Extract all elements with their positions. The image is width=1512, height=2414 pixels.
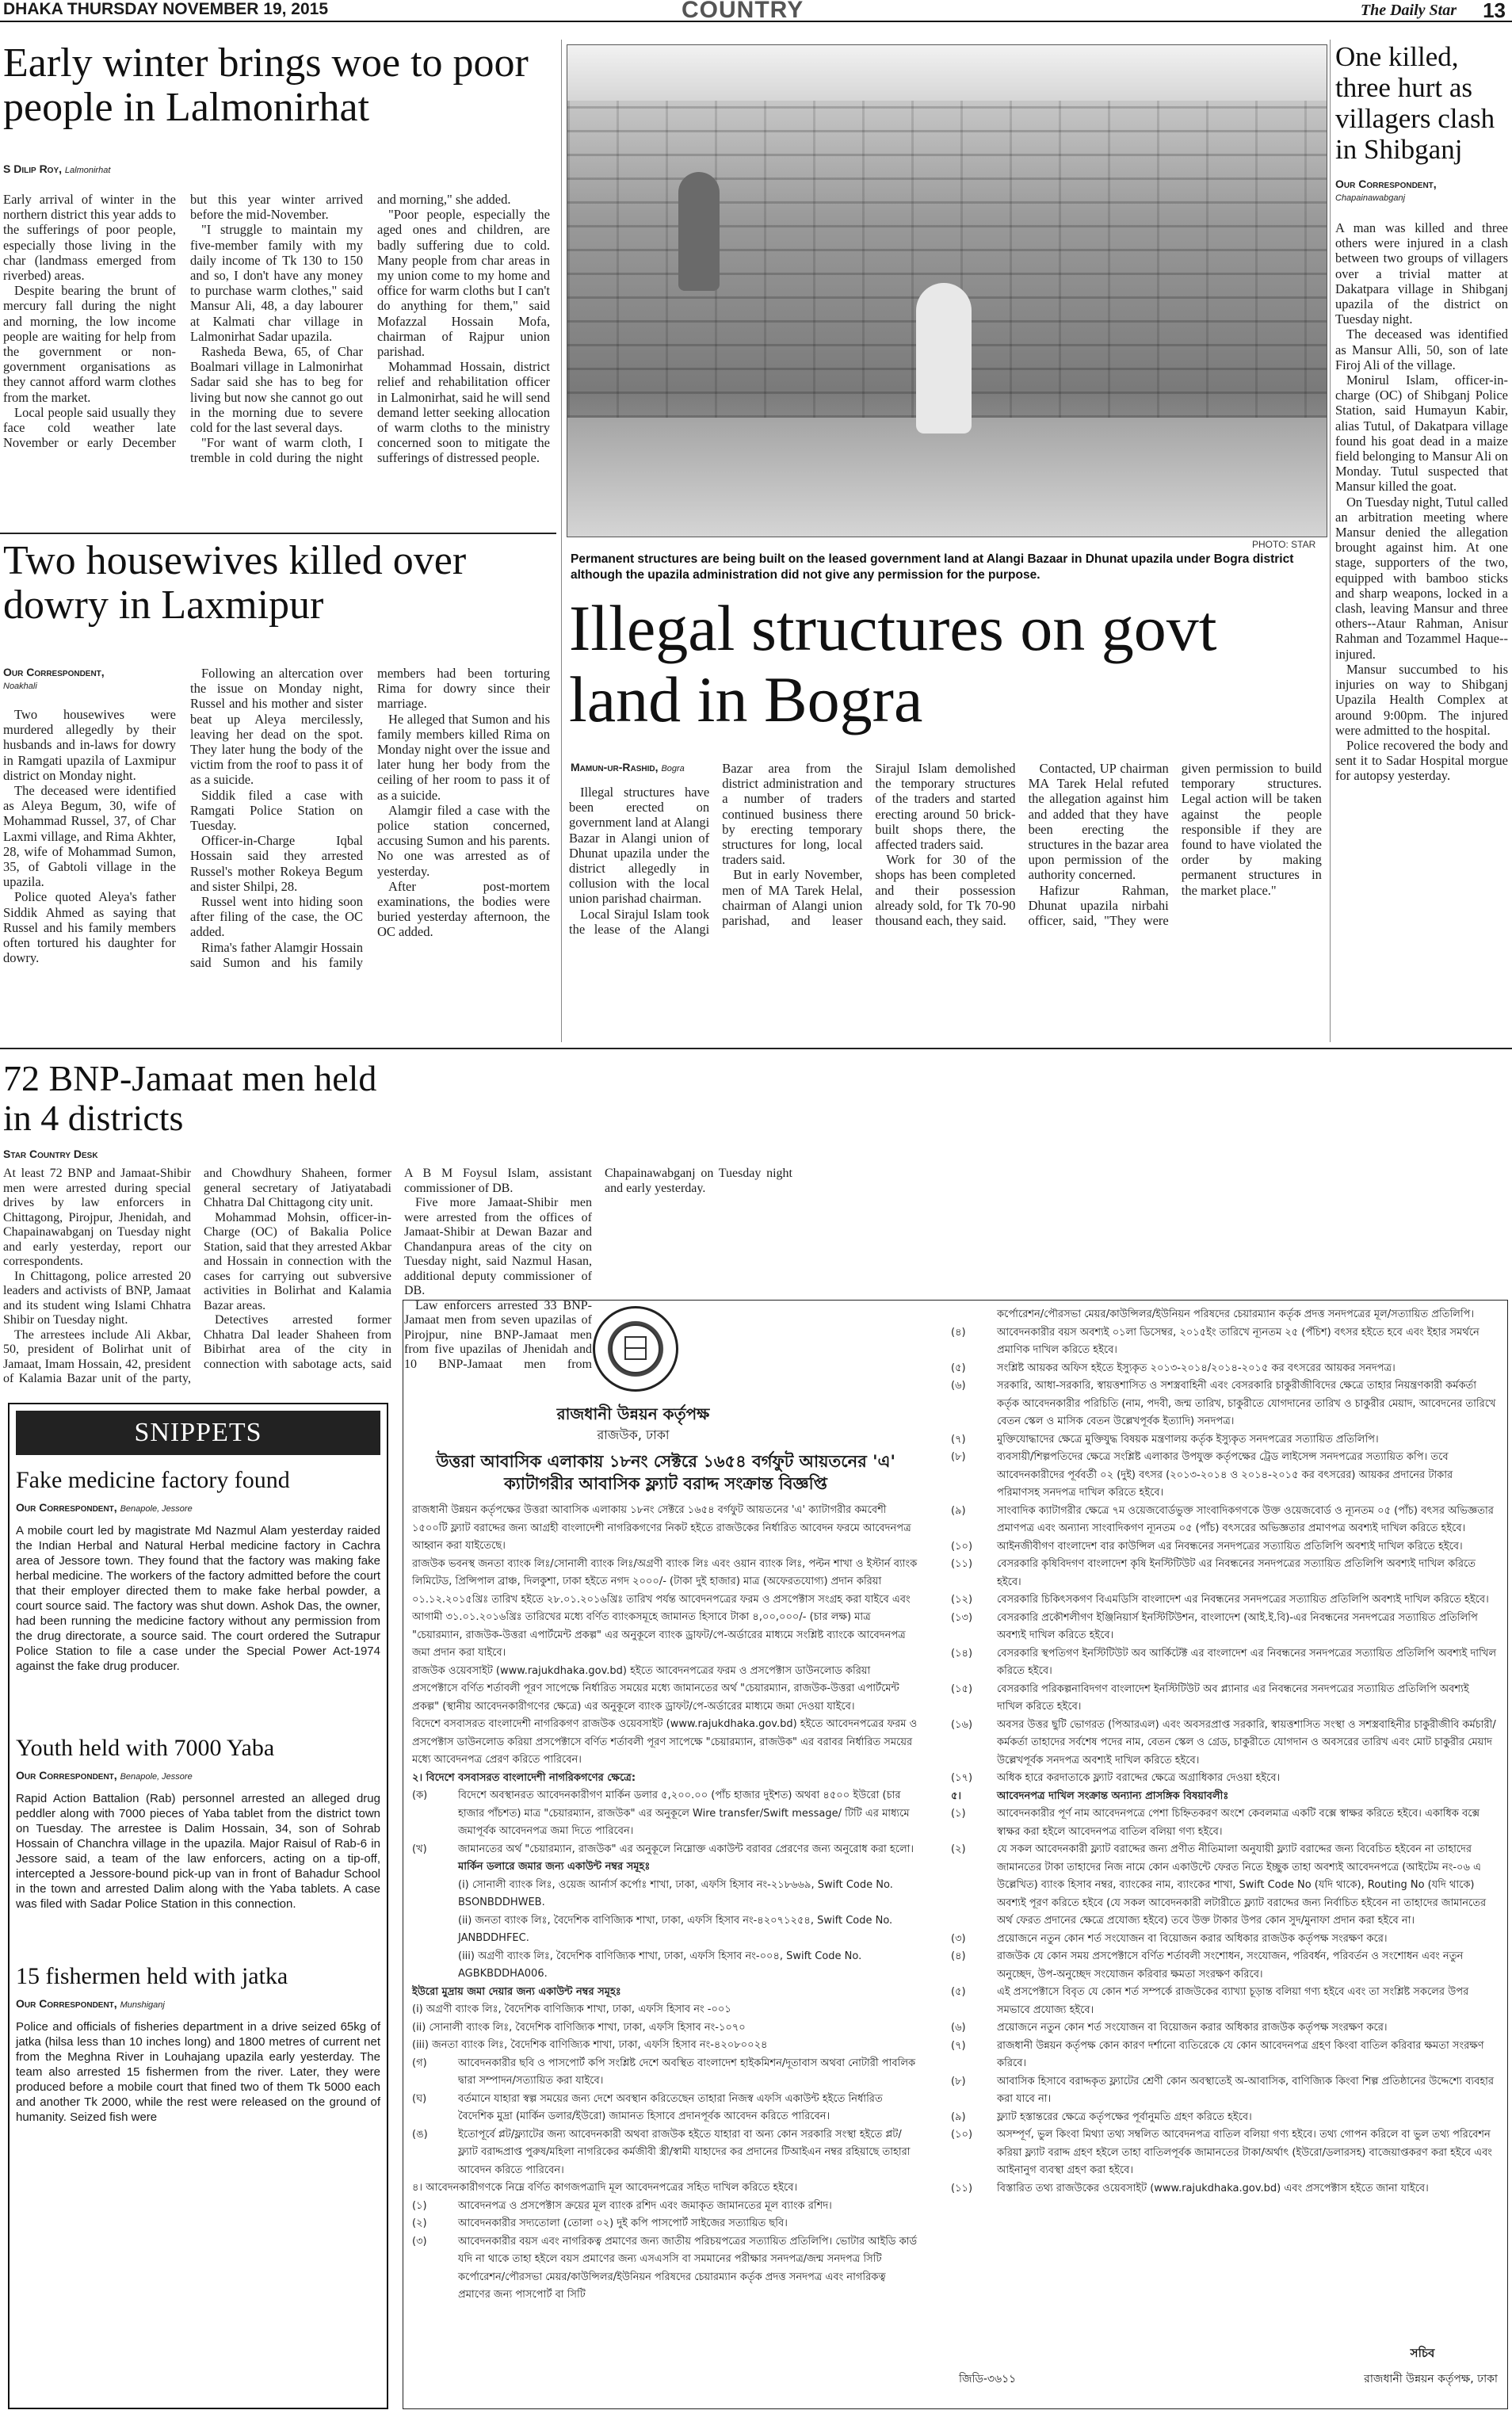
advert-item: (১১) বিস্তারিত তথ্য রাজউকের ওয়েবসাইট (www.rajukdhaka.gov.bd) এবং প্রসপেক্টাস হইতে জানা যাইবে। [951,2182,1429,2194]
snippet-byline: Our Correspondent, Munshiganj [16,1997,165,2010]
bogra-byline: Mamun-ur-Rashid, Bogra [571,761,685,773]
divider [0,1048,1512,1049]
advert-subtitle: ইউরো মুদ্রায় জমা দেয়ার জন্য একাউন্ট নম্বর সমূহঃ [412,1985,621,1998]
advert-signature-title: সচিব [1410,2346,1435,2360]
advert-account: (i) সোনালী ব্যাংক লিঃ, ওয়েজ আর্নার্স কর্পোঃ শাখা, ঢাকা, এফসি হিসাব নং-২১৮৬৬৯, Swift Code No. BSONBDDHWEB. [458,1878,893,1908]
advert-item: (৩) প্রয়োজনে নতুন কোন শর্ত সংযোজন বা বিয়োজন করার অধিকার রাজউক কর্তৃপক্ষ সংরক্ষণ করে। [951,1932,1388,1945]
bnp-byline: Star Country Desk [3,1148,98,1160]
advert-org: রাজধানী উন্নয়ন কর্তৃপক্ষ [556,1404,710,1423]
advert-item: (৪) আবেদনকারীর বয়স অবশ্যই ০১লা ডিসেম্বর, ২০১৫ইং তারিখে ন্যূনতম ২৫ (পঁচিশ) বৎসর হইতে হবে এবং ইহার সমর্থনে প্রমাণিক দাখিল করিতে হইবে। [951,1326,1480,1356]
bogra-headline: Illegal structures on govt land in Bogra [569,592,1217,735]
snippets-banner: SNIPPETS [16,1411,380,1455]
advert-intro: রাজধানী উন্নয়ন কর্তৃপক্ষের উত্তরা আবাসিক এলাকায় ১৮নং সেক্টরে ১৬৫৪ বর্গফুট আয়তনের 'এ' ক্যাটাগরীর কমবেশী ১৫০০টি ফ্ল্যাট বরাদ্দের জন্য আগ্রহী বাংলাদেশী নাগরিকগণের নিকট হইতে রাজউকের নির্ধারিত আবেদন ফরমে আবেদনপত্র আহ্বান করা যাইতেছে। [412,1504,911,1552]
photo-caption: Permanent structures are being built on the leased government land at Alangi Bazaar in Dhunat upazila under Bogra district although the upazila administration did not give any permission for the purpose. [571,552,1294,582]
advert-item: (৭) রাজধানী উন্নয়ন কর্তৃপক্ষ কোন কারণ দর্শানো ব্যতিরেকে যে কোন আবেদনপত্র গ্রহণ কিংবা বাতিল করিবার ক্ষমতা সংরক্ষণ করিবে। [951,2039,1484,2069]
winter-byline: S Dilip Roy, Lalmonirhat [3,162,111,175]
masthead-paper-name: The Daily Star [1360,2,1457,19]
advert-account: (ii) জনতা ব্যাংক লিঃ, বৈদেশিক বাণিজ্যিক শাখা, ঢাকা, এফসি হিসাব নং-৪২০৭১২৫৪, Swift Code No. JANBDDHFEC. [458,1914,893,1944]
photo-credit: PHOTO: STAR [1252,539,1316,550]
rajuk-seal-logo [593,1306,678,1392]
advert-item: (৫) এই প্রসপেক্টাসে বিবৃত যে কোন শর্ত সম্পর্কে রাজউকের ব্যাখ্যা চূড়ান্ত বলিয়া গণ্য হইবে এবং তা সংশ্লিষ্ট সকলের উপর সমভাবে প্রযোজ্য হইবে। [951,1986,1469,2016]
snippet-body: A mobile court led by magistrate Md Nazmul Alam yesterday raided the Indian Herbal and Natural Herbal medicine factory in Cachra area of Jessore town. They found that the factory was making fake herbal medicine. The workers of the factory admitted before the court that their employer directed them to make fake herbal powder, a court source said. The factory was shut down. Ashok Das, the owner, had been running the medicine factory without any permission from the drug directorate, a source said. The court ordered the Sutrapur Police Station to file a case under the Special Power Act-1974 against the fake drug producer. [16,1524,380,1673]
advert-item: (১৩) বেসরকারি প্রকৌশলীগণ ইঞ্জিনিয়ার্স ইনস্টিটিউশন, বাংলাদেশ (আই.ই.বি)-এর নিবন্ধনের সনদপত্রের সত্যায়িত প্রতিলিপি অবশ্যই দাখিল করিতে হইবে। [951,1611,1478,1641]
advert-item: (১৪) বেসরকারি স্থপতিগণ ইনস্টিটিউট অব আর্কিটেক্ট এর বাংলাদেশ এর নিবন্ধনের সনদপত্রের সত্যায়িত প্রতিলিপি অবশ্যই দাখিল করিতে হইবে। [951,1647,1497,1677]
dowry-byline: Our Correspondent, Noakhali [3,666,105,691]
advert-item: (গ) আবেদনকারীর ছবি ও পাসপোর্ট কপি সংশ্লিষ্ট দেশে অবস্থিত বাংলাদেশ হাইকমিশন/দূতাবাস অথবা নোটারী পাবলিক দ্বারা সম্পাদন/সত্যায়িত করা যাইবে। [412,2057,916,2087]
bnp-body: At least 72 BNP and Jamaat-Shibir men were arrested during special drives by law enforcers in Chittagong, Pirojpur, Jhenidah, and Chapainawabganj on Tuesday night and early yesterday, report our correspondents. In Chittagong, police arrested 20 leaders and activists of BNP, Jamaat and its student wing Islami Chhatra Shibir on Tuesday night. The arrestees include Ali Akbar, 50, president of Bolirhat unit of Jamaat, Imam Hossain, 42, president of Kalamia Bazar unit of the party, and Chowdhury Shaheen, former general secretary of Jatiyatabadi Chhatra Dal Chittagong city unit. Mohammad Mohsin, officer-in-Charge (OC) of Bakalia Police Station, said that they arrested Akbar and Hossain in connection with the cases for carrying out subversive activities in Bolirhat and Kalamia Bazar areas. Detectives arrested former Chhatra Dal leader Shaheen from Bibirhat area of the city in connection with sabotage acts, said A B M Foysul Islam, assistant commissioner of DB. Five more Jamaat-Shibir men were arrested from the offices of Jamaat-Shibir at Dewan Bazar and Chandanpura areas of the city on Tuesday night, said Nazmul Hasan, additional deputy commissioner of DB. Law enforcers arrested 33 BNP-Jamaat men from seven upazilas of Pirojpur, nine BNP-Jamaat men from five upazilas of Jhenidah and 10 BNP-Jamaat men from Chapainawabganj on Tuesday night and early yesterday. [3,1167,792,1385]
advert-item: (১) আবেদনপত্র ও প্রসপেক্টাস ক্রয়ের মূল ব্যাংক রশিদ এবং জমাকৃত জামানতের মূল ব্যাংক রশিদ। [412,2199,832,2212]
advert-intro: রাজউক ওয়েবসাইট (www.rajukdhaka.gov.bd) হইতে আবেদনপত্রের ফরম ও প্রসপেক্টাস ডাউনলোড করিয়া প্রসপেক্টাসে বর্ণিত শর্তাবলী পূরণ সাপেক্ষে নির্ধারিত সময়ের মধ্যে জামানতের অর্থ "চেয়ারম্যান, রাজউক-উত্তরা এপার্টমেন্ট প্রকল্প" (স্থানীয় আবেদনকারীগণের ক্ষেত্রে) এর অনুকূলে ব্যাংক ড্রাফট/পে-অর্ডারের মাধ্যমে জমা দেওয়া যাইবে। [412,1664,899,1713]
advert-item: (১২) বেসরকারি চিকিৎসকগণ বিএমডিসি বাংলাদেশ এর নিবন্ধনের সনদপত্রের সত্যায়িত প্রতিলিপি অবশ্যই দাখিল করিতে হইবে। [951,1594,1489,1606]
photo-person [916,283,972,434]
advert-item: (১১) বেসরকারি কৃষিবিদগণ বাংলাদেশ কৃষি ইনস্টিটিউট এর নিবন্ধনের সনদপত্রের সত্যায়িত প্রতিলিপি অবশ্যই দাখিল করিতে হইবে। [951,1558,1476,1588]
photo-sky [567,45,1327,101]
shibganj-byline: Our Correspondent, Chapainawabganj [1335,178,1437,203]
advert-item: (১৬) অবসর উত্তর ছুটি ভোগরত (পিআরএল) এবং অবসরপ্রাপ্ত সরকারি, স্বায়ত্তশাসিত সংস্থা ও সশস্ত্রবাহিনীর চাকুরীজীবি কর্মচারী/কর্মকর্তা তাহাদের সর্বশেষ পদের নাম, বেতন স্কেল ও গ্রেড, চাকুরীতে যোগদান ও অবসরের তারিখ এবং মোট চাকুরীর মেয়াদ উল্লেখপূর্বক সনদপত্র অবশ্যই দাখিল করিতে হইবে। [951,1718,1496,1767]
advert-intro: রাজউক ভবনস্থ জনতা ব্যাংক লিঃ/সোনালী ব্যাংক লিঃ/অগ্রণী ব্যাংক লিঃ এবং ওয়ান ব্যাংক লিঃ, পল্টন শাখা ও ইস্টার্ন ব্যাংক লিমিটেড, প্রিন্সিপাল ব্রাঞ্চ, দিলকুশা, ঢাকা হইতে নগদ ২০০০/- (টাকা দুই হাজার) মাত্র (অফেরতযোগ্য) প্রদান করিয়া ০১.১২.২০১৫খ্রিঃ তারিখ হইতে ২৮.০১.২০১৬খ্রিঃ তারিখ পর্যন্ত আবেদনপত্রের ফরম ও প্রসপেক্টাস সংগ্রহ করা যাইবে এবং আগামী ৩১.০১.২০১৬খ্রিঃ তারিখের মধ্যে বর্ণিত ব্যাংকসমূহে জামানত হিসাবে টাকা ৪,০০,০০০/- (চার লক্ষ) মাত্র "চেয়ারম্যান, রাজউক-উত্তরা এপার্টমেন্ট প্রকল্প" এর অনুকূলে ব্যাংক ড্রাফট/পে-অর্ডারের মাধ্যমে সংশ্লিষ্ট ব্যাংকে আবেদনপত্র জমা প্রদান করা যাইবে। [412,1557,918,1659]
advert-item: (৭) মুক্তিযোদ্ধাদের ক্ষেত্রে মুক্তিযুদ্ধ বিষয়ক মন্ত্রণালয় কর্তৃক ইস্যুকৃত সনদপত্রের সত্যায়িত প্রতিলিপি। [951,1433,1379,1446]
winter-body: Early arrival of winter in the northern district this year adds to the sufferings of poor people, especially those living in the char (landmass emerged from riverbed) areas. Despite bearing the brunt of mercury fall during the night and morning, the low income people are waiting for help from the government or non-government organisations as they cannot afford warm clothes from the market. Local people said usually they face cold weather late November or early December but this year winter arrived before the mid-November. "I struggle to maintain my five-member family with my daily income of Tk 130 to 150 and so, I don't have any money to purchase warm clothes," said Mansur Ali, 48, a day labourer at Kalmati char village in Lalmonirhat Sadar upazila. Rasheda Bewa, 65, of Char Boalmari village in Lalmonirhat Sadar said she has to beg for living but now she cannot go out in the morning due to severe cold for the last several days. "For want of warm cloth, I tremble in cold during the night and morning," she added. "Poor people, especially the aged ones and children, are badly suffering due to cold. Many people from char areas in my union come to my home and office for warm cloths but I can't do anything for them," said Mofazzal Hossain Mofa, chairman of Rajpur union parishad. Mohammad Hossain, district relief and rehabilitation officer in Lalmonirhat, said he will send demand letter seeking allocation of warm cloths to the ministry concerned soon to mitigate the sufferings of distressed people. [3,192,550,466]
snippet-byline: Our Correspondent, Benapole, Jessore [16,1769,193,1782]
advert-account: (ii) সোনালী ব্যাংক লিঃ, বৈদেশিক বাণিজ্যিক শাখা, ঢাকা, এফসি হিসাব নং-১০৭০ [412,2021,746,2034]
advert-item: (৩) আবেদনকারীর বয়স এবং নাগরিকত্ব প্রমাণের জন্য জাতীয় পরিচয়পত্রের সত্যায়িত প্রতিলিপি। ভোটার আইডি কার্ড যদি না থাকে তাহা হইলে বয়স প্রমাণের জন্য এসএসসি বা সমমানের পরীক্ষার সনদপত্র/জন্ম সনদপত্র সিটি কর্পোরেশন/পৌরসভা মেয়র/কাউন্সিলর/ইউনিয়ন পরিষদের চেয়ারম্যান কর্তৃক প্রদত্ত সনদপত্র এবং নাগরিকত্ব প্রমাণের জন্য পাসপোর্ট বা সিটি [412,2235,918,2301]
advert-item: (ক) বিদেশে অবস্থানরত আবেদনকারীগণ মার্কিন ডলার ৫,২০০.০০ (পাঁচ হাজার দুইশত) অথবা ৪৫০০ ইউরো (চার হাজার পাঁচশত) মাত্র "চেয়ারম্যান, রাজউক" এর অনুকূলে Wire transfer/Swift message/ টিটি এর মাধ্যমে জমাপূর্বক আবেদনপত্র জমা দিতে পারিবেন। [412,1789,910,1837]
advert-item: (ঘ) বর্তমানে যাহারা স্বল্প সময়ের জন্য দেশে অবস্থান করিতেছেন তাহারা নিজস্ব এফসি একাউন্ট হইতে নির্ধারিত বৈদেশিক মুদ্রা (মার্কিন ডলার/ইউরো) জামানত হিসাবে প্রদানপূর্বক আবেদন করিতে পারিবেন। [412,2092,883,2122]
advert-item: (খ) জামানতের অর্থ "চেয়ারম্যান, রাজউক" এর অনুকূলে নিম্নোক্ত একাউন্ট বরাবর প্রেরণের জন্য অনুরোধ করা হলো। [412,1843,914,1855]
photo-person [678,172,720,291]
advert-left-column [412,1502,919,2397]
advert-item: (৮) ব্যবসায়ী/শিল্পপতিদের ক্ষেত্রে সংশ্লিষ্ট এলাকার উপযুক্ত কর্তৃপক্ষের ট্রেড লাইসেন্স সনদপত্রের সত্যায়িত কপি। তবে আবেদনকারীদের পূর্ববর্তী ০২ (দুই) বৎসর (২০১৩-২০১৪ ও ২০১৪-২০১৫ কর বৎসরের) আয়কর প্রদানের টাকার পরিমাণসহ সনদপত্র দাখিল করিতে হইবে। [951,1451,1453,1499]
advert-item: (৬) প্রয়োজনে নতুন কোন শর্ত সংযোজন বা বিয়োজন করার অধিকার রাজউক কর্তৃপক্ষ সংরক্ষণ করে। [951,2022,1388,2034]
news-photo [567,44,1327,537]
advert-org-sub: রাজউক, ঢাকা [597,1427,670,1442]
column-divider [1330,40,1331,1042]
advert-item: (৪) রাজউক যে কোন সময় প্রসপেক্টাসে বর্ণিত শর্তাবলী সংশোধন, সংযোজন, পরিবর্ধন, পরিবর্তন ও সংশোধন এবং নতুন অনুচ্ছেদ, উপ-অনুচ্ছেদ সংযোজন করিবার ক্ষমতা সংরক্ষণ করিবে। [951,1950,1464,1980]
divider [0,533,556,534]
snippet-headline: 15 fishermen held with jatka [16,1963,288,1989]
advert-section-title: ২। বিদেশে বসবাসরত বাংলাদেশী নাগরিকগণের ক্ষেত্রে: [412,1771,636,1784]
advert-account: (iii) অগ্রণী ব্যাংক লিঃ, বৈদেশিক বাণিজ্যিক শাখা, ঢাকা, এফসি হিসাব নং-০০৪, Swift Code No. AGBKBDDHA006. [458,1950,862,1980]
advert-item: (১০) আইনজীবীগণ বাংলাদেশ বার কাউন্সিল এর নিবন্ধনের সনদপত্রের সত্যায়িত প্রতিলিপি অবশ্যই দাখিল করিতে হইবে। [951,1540,1463,1553]
masthead-date: DHAKA THURSDAY NOVEMBER 19, 2015 [3,0,329,18]
snippet-body: Rapid Action Battalion (Rab) personnel arrested an alleged drug peddler along with 7000 pieces of Yaba tablet from the district town on Tuesday. The arrestee is Dalim Hossain, 34, son of Sohrab Hossain of Chanchra village in the upazila. Major Raisul of Rab-6 in Jessore said, a team of the law enforcers, acting on a tip-off, intercepted a Jessore-bound pick-up van in front of Bahadur School in the town and arrested Dalim along with the Yaba tablets. A case was filed with Sadar Police Station in this connection. [16,1792,380,1911]
advert-code: জিডি-৩৬১১ [959,2373,1017,2385]
dowry-headline: Two housewives killed over dowry in Laxmipur [3,538,467,628]
advert-account: (iii) জনতা ব্যাংক লিঃ, বৈদেশিক বাণিজ্যিক শাখা, ঢাকা, এফসি হিসাব নং-৪২০৮০০২৪ [412,2039,768,2051]
bogra-body: Illegal structures have been erected on government land at Alangi Bazar in Alangi union of Dhunat upazila under the district allegedly in collusion with the local union parishad chairman. Local Sirajul Islam took the lease of the Alangi Bazar area from the district administration and a number of traders continued business there by erecting temporary structures for long, local traders said. But in early November, men of MA Tarek Helal, chairman of Alangi union parishad, and leaser Sirajul Islam demolished the temporary structures of the traders and started erecting around 50 brick-built shops there, the affected traders said. Work for 30 of the shops has been completed and their possession already sold, for Tk 70-90 thousand each, they said. Contacted, UP chairman MA Tarek Helal refuted the allegation against him and added that they have been erecting the structures in the bazar area upon permission of the authority concerned. Hafizur Rahman, Dhunat upazila nirbahi officer, said, "They were given permission to build temporary structures. Legal action will be taken against the people responsible if they are found to have violated the order by making permanent structures in the market place." [569,761,1322,937]
advert-intro: বিদেশে বসবাসরত বাংলাদেশী নাগরিকগণ রাজউক ওয়েবসাইট (www.rajukdhaka.gov.bd) হইতে আবেদনপত্রের ফরম ও প্রসপেক্টাস ডাউনলোড করিয়া প্রসপেক্টাসে বর্ণিত শর্তাবলী পূরণ সাপেক্ষে "চেয়ারম্যান, রাজউক" এর বরাবর নির্ধারিত সময়ের মধ্যে আবেদনপত্র প্রেরণ করিতে পারিবেন। [412,1718,918,1766]
advert-item: (২) যে সকল আবেদনকারী ফ্ল্যাট বরাদ্দের জন্য প্রণীত নীতিমালা অনুযায়ী ফ্ল্যাট বরাদ্দের জন্য বিবেচিত হইবেন না তাহাদের জামানতের টাকা তাহাদের নিজ নামে কোন একাউন্টে ফেরত নিতে ইচ্ছুক তাহা অবশ্যই আবেদনপত্রে (আইটেম নং-০৬ এ উল্লেখিত) ব্যাংক হিসাব নম্বর, ব্যাংকের নাম, ব্যাংকের শাখা, Swift Code No (যদি থাকে), Routing No (যদি থাকে) অবশ্যই পূরণ করিতে হইবে (যে সকল আবেদনকারী লটারীতে ফ্ল্যাট বরাদ্দের জন্য নির্বাচিত হইবেন না তাহাদের জামানতের অর্থ ফেরত প্রদানের ক্ষেত্রে প্রযোজ্য হইবে) তবে উক্ত টাকার উপর কোন সুদ/মুনাফা প্রদান করা হইবে না। [951,1843,1487,1927]
winter-headline: Early winter brings woe to poor people in Lalmonirhat [3,40,529,131]
advert-lead: কর্পোরেশন/পৌরসভা মেয়র/কাউন্সিলর/ইউনিয়ন পরিষদের চেয়ারম্যান কর্তৃক প্রদত্ত সনদপত্রের মূল/সত্যায়িত প্রতিলিপি। [997,1308,1475,1320]
advert-item: (১) আবেদনকারীর পূর্ণ নাম আবেদনপত্রে পেশা চিহ্নিতকরণ অংশে কেবলমাত্র একটি বক্সে স্বাক্ষর করিতে হইবে। একাধিক বক্সে স্বাক্ষর করা হইলে আবেদনপত্র বাতিল বলিয়া গণ্য হইবে। [951,1808,1480,1838]
advert-item: (৮) আবাসিক হিসাবে বরাদ্দকৃত ফ্ল্যাটের শ্রেণী কোন অবস্থাতেই অ-আবাসিক, বাণিজ্যিক কিংবা শিল্প প্রতিষ্ঠানের উদ্দেশ্যে ব্যবহার করা যাবে না। [951,2075,1495,2105]
snippet-headline: Youth held with 7000 Yaba [16,1735,275,1761]
advert-account: (i) অগ্রণী ব্যাংক লিঃ, বৈদেশিক বাণিজ্যিক শাখা, ঢাকা, এফসি হিসাব নং -০০১ [412,2003,731,2015]
photo-ground [567,418,1327,537]
masthead-section: COUNTRY [682,0,804,23]
snippet-body: Police and officials of fisheries department in a drive seized 65kg of jatka (hilsa less than 10 inches long) and 1800 metres of current net from the Meghna River in Louhajang upazila early yesterday. The team also arrested 15 fishermen from the river. Later, they were produced before a mobile court that fined two of them Tk 5000 each and another Tk 2000, while the rest were released on the ground of humanity. Seized fish were [16,2020,380,2124]
snippet-byline: Our Correspondent, Benapole, Jessore [16,1501,193,1514]
advert-item: (১৭) অধিক হারে করদাতাকে ফ্ল্যাট বরাদ্দের ক্ষেত্রে অগ্রাধিকার দেওয়া হইবে। [951,1772,1281,1784]
advert-item: (৯) সাংবাদিক ক্যাটাগরীর ক্ষেত্রে ৭ম ওয়েজবোর্ডভুক্ত সাংবাদিকগণকে উক্ত ওয়েজবোর্ড ও ন্যূনতম ০৫ (পাঁচ) বৎসর অভিজ্ঞতার প্রমাণপত্র এবং অন্যান্য সাংবাদিকগণ ন্যূনতম ০৫ (পাঁচ) বৎসরের অভিজ্ঞতার প্রমাণপত্র অবশ্যই দাখিল করিতে হইবে। [951,1504,1494,1534]
advert-subtitle: মার্কিন ডলারে জমার জন্য একাউন্ট নম্বর সমূহঃ [458,1861,651,1873]
snippet-headline: Fake medicine factory found [16,1467,290,1493]
advert-item: (৬) সরকারি, আধা-সরকারি, স্বায়ত্তশাসিত ও সশস্ত্রবাহিনী এবং বেসরকারি চাকুরীজীবিদের ক্ষেত্রে তাহার নিয়ন্ত্রণকারী কর্মকর্তা কর্তৃক আবেদনকারীর পরিচিতি (নাম, পদবী, জন্ম তারিখ, চাকুরীতে যোগদানের তারিখ ও চাকুরীর মেয়াদ, আবেদনের তারিখে বেতন স্কেল ও মাসিক বেতন উল্লেখপূর্বক ইত্যাদি) সনদপত্র। [951,1380,1496,1427]
advert-right-column [951,1306,1498,2328]
advert-signature-org: রাজধানী উন্নয়ন কর্তৃপক্ষ, ঢাকা [1364,2373,1498,2385]
masthead-page-number: 13 [1483,0,1506,22]
bnp-headline: 72 BNP-Jamaat men held in 4 districts [3,1058,377,1138]
advert-section-title: ৪। আবেদনকারীগণকে নিম্নে বর্ণিত কাগজপত্রাদি মূল আবেদনপত্রের সহিত দাখিল করিতে হইবে। [412,2182,798,2194]
advert-item: (৫) সংশ্লিষ্ট আয়কর অফিস হইতে ইস্যুকৃত ২০১৩-২০১৪/২০১৪-২০১৫ কর বৎসরের আয়কর সনদপত্র। [951,1362,1396,1374]
dowry-body: Two housewives were murdered allegedly by their husbands and in-laws for dowry in Ramgati upazila of Laxmipur district on Monday night. The deceased were identified as Aleya Begum, 30, wife of Mohammad Russel, 37, of Char Laxmi village, and Rima Akhter, 28, wife of Mohammad Sumon, 35, of Gabtoli village in the upazila. Police quoted Aleya's father Siddik Ahmed as saying that Russel and his family members often tortured his daughter for dowry. Following an altercation over the issue on Monday night, Russel and his mother and sister beat up Aleya mercilessly, leaving her dead on the spot. They later hung the body of the victim from the roof to pass it of as a suicide. Siddik filed a case with Ramgati Police Station on Tuesday. Officer-in-Charge Iqbal Hossain said they arrested Russel's mother Rokeya Begum and sister Shilpi, 28. Russel went into hiding soon after filing of the case, the OC added. Rima's father Alamgir Hossain said Sumon and his family members had been torturing Rima for dowry since their marriage. He alleged that Sumon and his family members killed Rima on Monday night over the issue and later hung her body from the ceiling of her room to pass it of as a suicide. Alamgir filed a case with the police station concerned, accusing Sumon and his parents. No one was arrested as of yesterday. After post-mortem examinations, the bodies were buried yesterday afternoon, the OC added. [3,666,550,970]
shibganj-body: A man was killed and three others were injured in a clash between two groups of villagers over a trivial matter at Dakatpara village in Shibganj upazila of the district on Tuesday night. The deceased was identified as Mansur Alli, 50, son of late Firoj Ali of the village. Monirul Islam, officer-in-charge (OC) of Shibganj Police Station, said Humayun Kabir, alias Tutul, of Dakatpara village found his goat dead in a maize field belonging to Mansur Ali on Monday. Tutul suspected that Mansur killed the goat. On Tuesday night, Tutul called an arbitration meeting where Mansur denied the allegation brought against him. At one stage, supporters of the two, equipped with bamboo sticks and sharp weapons, locked in a clash, leaving Mansur and three others--Ataur Rahman, Anisur Rahman and Tozammel Haque--injured. Mansur succumbed to his injuries on way to Shibganj Upazila Health Complex at around 9:00pm. The injured were admitted to the hospital. Police recovered the body and sent it to Sadar Hospital morgue for autopsy yesterday. [1335,220,1508,784]
advert-item: (৯) ফ্ল্যাট হস্তান্তরের ক্ষেত্রে কর্তৃপক্ষের পূর্বানুমতি গ্রহণ করিতে হইবে। [951,2110,1252,2123]
advert-item: (১০) অসম্পূর্ণ, ভুল কিংবা মিথ্যা তথ্য সম্বলিত আবেদনপত্র বাতিল বলিয়া গণ্য হইবে। তথ্য গোপন করিলে বা ভুল তথ্য পরিবেশন করিয়া ফ্ল্যাট বরাদ্দ গ্রহণ হইলে তাহা বাতিলপূর্বক জামানতের টাকা/অর্থাৎ (ইউরো/ডলারসহ) বাজেয়াপ্তকরণ করা হইবে এবং আইনানুগ ব্যবস্থা গ্রহণ করা হইবে। [951,2129,1492,2176]
advert-item: (১৫) বেসরকারি পরিকল্পনাবিদগণ বাংলাদেশ ইনস্টিটিউট অব প্ল্যানার এর নিবন্ধনের সনদপত্রের সত্যায়িত প্রতিলিপি অবশ্যই দাখিল করিতে হইবে। [951,1683,1469,1713]
shibganj-headline: One killed, three hurt as villagers clash in Shibganj [1335,41,1495,165]
seal-icon [595,1308,676,1389]
advert-item: ৫। আবেদনপত্র দাখিল সংক্রান্ত অন্যান্য প্রাসঙ্গিক বিষয়াবলীঃ [951,1789,1229,1802]
advert-title: উত্তরা আবাসিক এলাকায় ১৮নং সেক্টরে ১৬৫৪ বর্গফুট আয়তনের 'এ' ক্যাটাগরীর আবাসিক ফ্ল্যাট বরাদ্দ সংক্রান্ত বিজ্ঞপ্তি [436,1452,895,1493]
column-divider [561,40,562,1042]
advert-item: (২) আবেদনকারীর সদ্যতোলা (তোলা ০২) দুই কপি পাসপোর্ট সাইজের সত্যায়িত ছবি। [412,2217,788,2229]
advert-item: (ঙ) ইতোপূর্বে প্লট/ফ্ল্যাটের জন্য আবেদনকারী অথবা রাজউক হইতে যাহারা বা অন্য কোন সরকারি সংস্থা হইতে প্লট/ফ্ল্যাট বরাদ্দপ্রাপ্ত পুরুষ/মহিলা নাগরিকের কর্মজীবী স্ত্রী/স্বামী যাহাদের কর প্রদানের টিআইএন নম্বর রহিয়াছে তাহারা আবেদন করিতে পারিবেন। [412,2128,911,2176]
